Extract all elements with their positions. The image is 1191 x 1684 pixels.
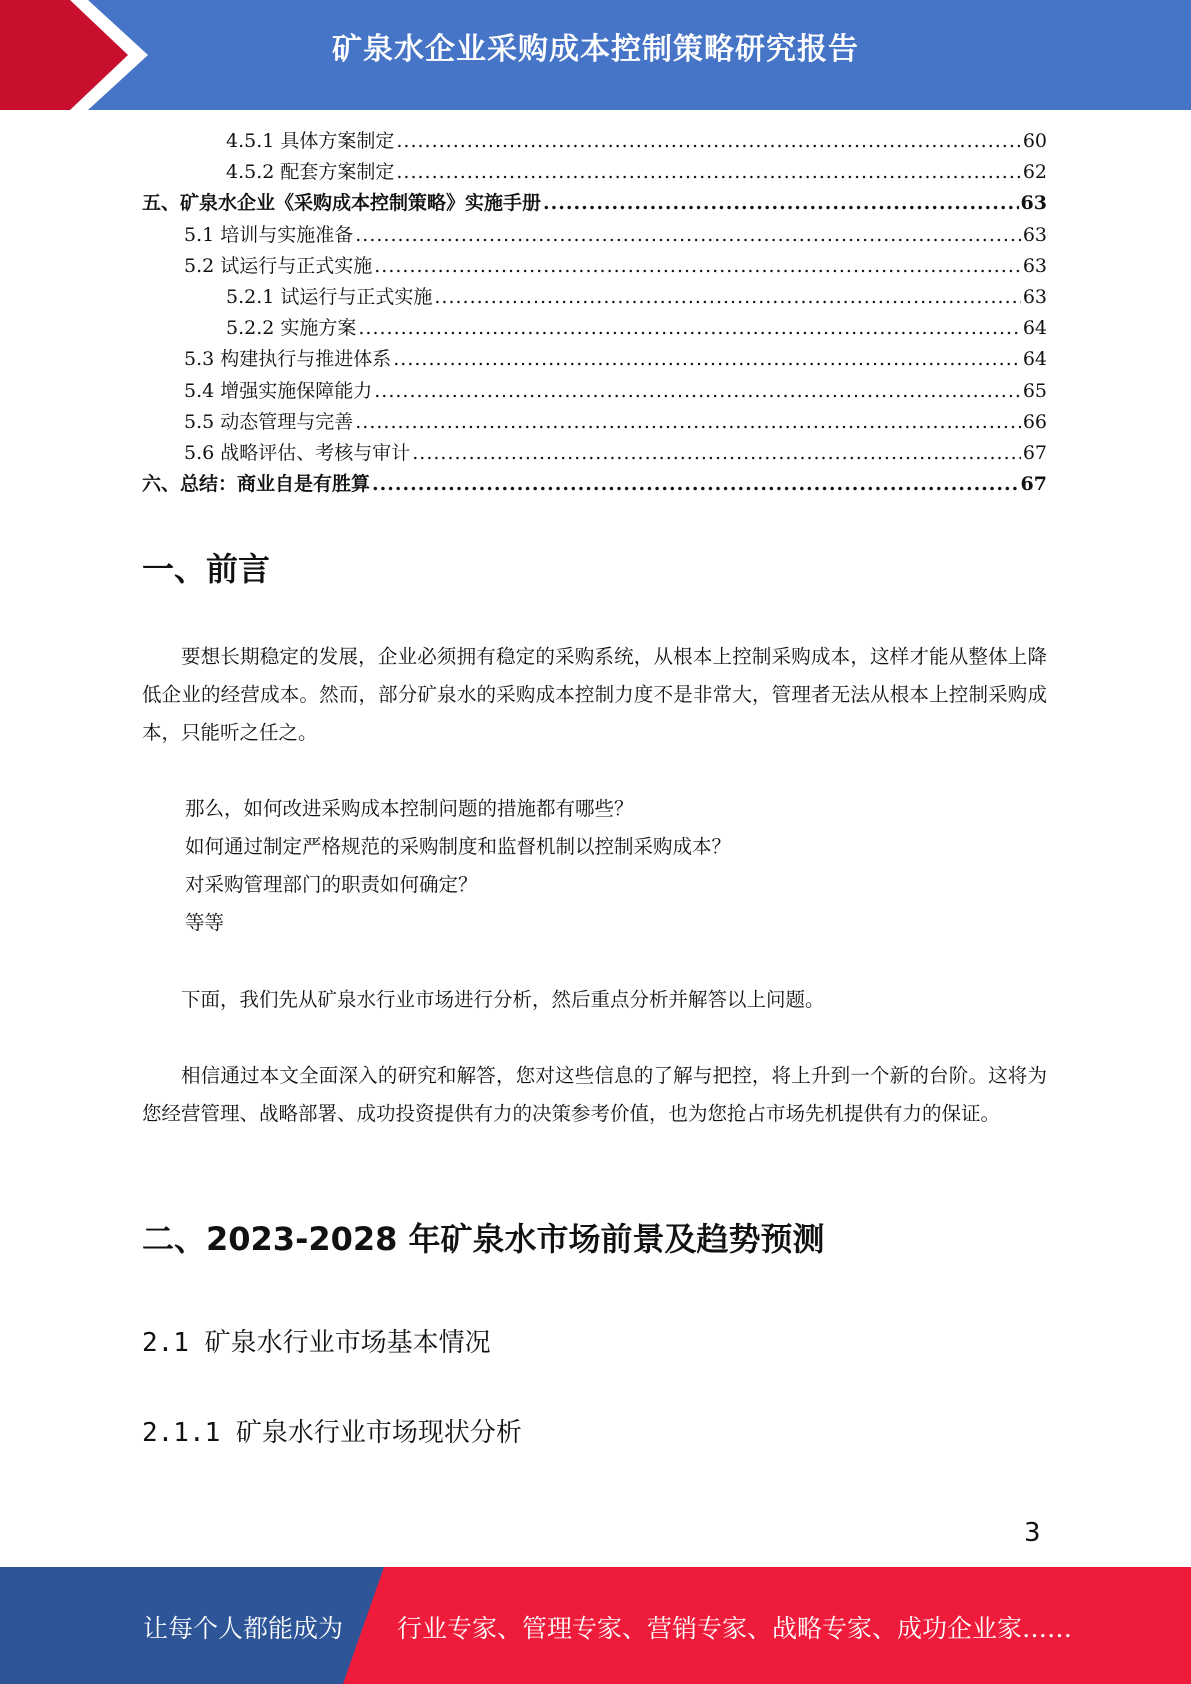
toc-entry-page: 64	[1022, 317, 1047, 340]
question-item: 如何通过制定严格规范的采购制度和监督机制以控制采购成本？	[185, 835, 732, 858]
toc-entry-title: 4.5.2 配套方案制定	[226, 161, 395, 184]
footer-slogan-right: 行业专家、管理专家、营销专家、战略专家、成功企业家……	[397, 1614, 1073, 1643]
toc-dot-leader	[358, 317, 1020, 339]
toc-entry-page: 67	[1020, 473, 1047, 496]
toc-dot-leader	[396, 130, 1020, 152]
paragraph-value: 相信通过本文全面深入的研究和解答，您对这些信息的了解与把控，将上升到一个新的台阶。这将为您经营管理、战略部署、成功投资提供有力的决策参考价值，也为您抢占市场先机提供有力的保证。	[142, 1064, 1047, 1125]
toc-dot-leader	[374, 380, 1021, 402]
toc-entry-title: 5.1 培训与实施准备	[184, 223, 354, 246]
toc-entry-page: 62	[1022, 161, 1047, 184]
toc-entry-title: 5.6 战略评估、考核与审计	[184, 441, 411, 464]
toc-entry[interactable]	[142, 220, 1047, 251]
toc-entry-page: 63	[1022, 254, 1047, 277]
toc-entry-page: 66	[1022, 410, 1047, 433]
footer-slogan-left: 让每个人都能成为	[143, 1614, 344, 1643]
toc-entry-title: 5.5 动态管理与完善	[184, 410, 354, 433]
toc-entry-title: 5.2 试运行与正式实施	[184, 254, 373, 277]
paragraph-intro: 要想长期稳定的发展，企业必须拥有稳定的采购系统，从根本上控制采购成本，这样才能从整体上降低企业的经营成本。然而，部分矿泉水的采购成本控制力度不是非常大，管理者无法从根本上控制采购成本，只能听之任之。	[142, 645, 1047, 744]
toc-dot-leader	[355, 411, 1021, 433]
toc-entry-page: 67	[1022, 441, 1047, 464]
page-number: 3	[1024, 1518, 1041, 1548]
toc-dot-leader	[372, 473, 1019, 495]
toc-entry-title: 5.2.2 实施方案	[226, 317, 357, 340]
toc-entry-page: 63	[1022, 285, 1047, 308]
toc-entry-title: 5.2.1 试运行与正式实施	[226, 285, 433, 308]
toc-entry-page: 60	[1022, 130, 1047, 152]
section-heading-preface: 一、前言	[142, 550, 271, 588]
toc-dot-leader	[396, 161, 1020, 183]
question-item: 等等	[185, 911, 225, 934]
toc-entry-page: 65	[1022, 379, 1047, 402]
toc-dot-leader	[543, 192, 1019, 214]
toc-entry-title: 4.5.1 具体方案制定	[226, 130, 395, 152]
toc-entry[interactable]	[142, 157, 1047, 188]
toc-entry[interactable]	[142, 282, 1047, 313]
toc-entry[interactable]	[142, 376, 1047, 407]
question-item: 对采购管理部门的职责如何确定？	[185, 873, 478, 896]
subsection-heading-status: 2.1.1 矿泉水行业市场现状分析	[142, 1418, 522, 1448]
toc-entry-title: 5.3 构建执行与推进体系	[184, 348, 392, 371]
toc-entry[interactable]	[142, 344, 1047, 375]
toc-entry-page: 63	[1022, 223, 1047, 246]
section-heading-market-forecast: 二、2023-2028 年矿泉水市场前景及趋势预测	[142, 1220, 825, 1258]
toc-dot-leader	[355, 224, 1021, 246]
toc-entry[interactable]	[142, 313, 1047, 344]
toc-entry-title: 六、总结：商业自是有胜算	[142, 473, 371, 496]
question-list	[185, 790, 1045, 942]
toc-entry[interactable]	[142, 469, 1047, 500]
toc-entry[interactable]	[142, 188, 1047, 219]
toc-dot-leader	[374, 255, 1021, 277]
document-title: 矿泉水企业采购成本控制策略研究报告	[332, 32, 859, 67]
toc-dot-leader	[434, 286, 1020, 308]
toc-entry-page: 64	[1022, 348, 1047, 371]
subsection-heading-basic: 2.1 矿泉水行业市场基本情况	[142, 1328, 491, 1358]
toc-entry-title: 五、矿泉水企业《采购成本控制策略》实施手册	[142, 192, 542, 215]
toc-dot-leader	[393, 348, 1021, 370]
footer-banner	[0, 1567, 1191, 1684]
toc-dot-leader	[412, 442, 1021, 464]
toc-entry[interactable]	[142, 438, 1047, 469]
question-item: 那么，如何改进采购成本控制问题的措施都有哪些？	[185, 797, 634, 820]
header-banner	[0, 0, 1191, 110]
toc-entry-page: 63	[1020, 192, 1047, 215]
toc-entry-title: 5.4 增强实施保障能力	[184, 379, 373, 402]
toc-entry[interactable]	[142, 407, 1047, 438]
table-of-contents	[142, 126, 1047, 500]
toc-entry[interactable]	[142, 126, 1047, 157]
toc-entry[interactable]	[142, 251, 1047, 282]
paragraph-transition: 下面，我们先从矿泉水行业市场进行分析，然后重点分析并解答以上问题。	[181, 988, 825, 1011]
